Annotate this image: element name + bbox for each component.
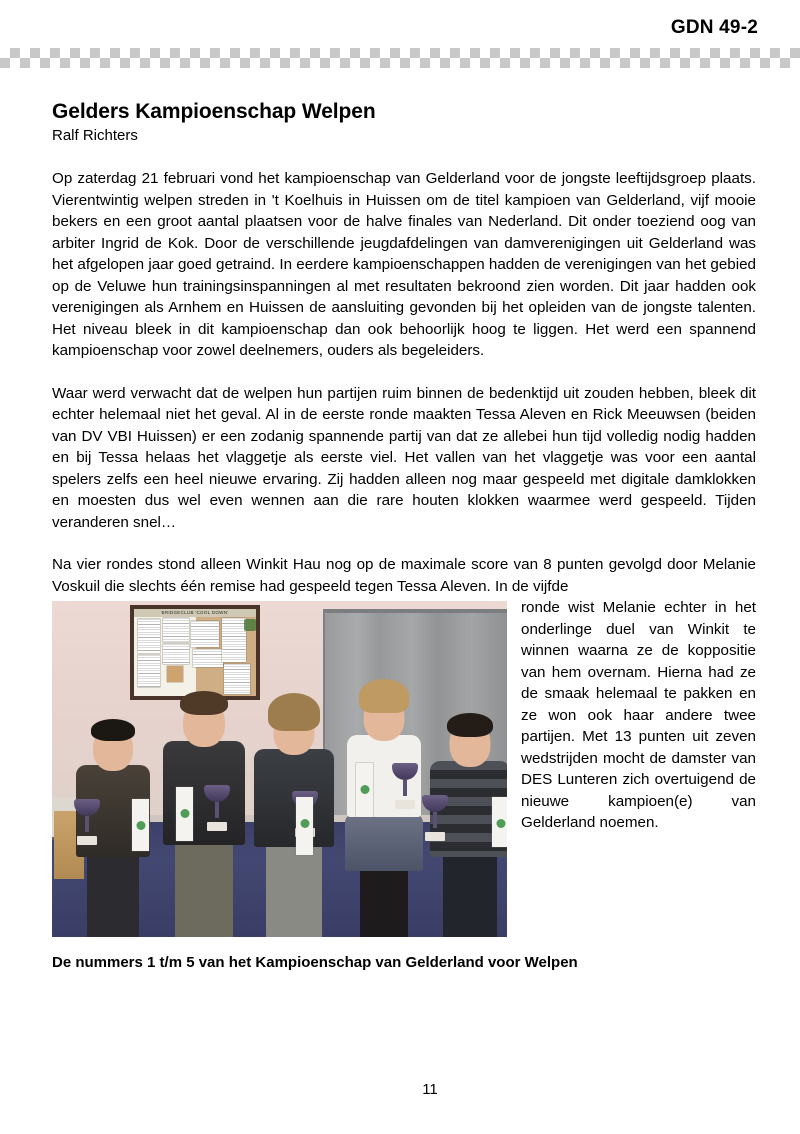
page-title: Gelders Kampioenschap Welpen (52, 100, 376, 123)
child-hair (91, 719, 135, 741)
child-legs (175, 839, 233, 937)
trophy-stem (403, 780, 407, 796)
trophy (422, 795, 448, 841)
trophy-cup (392, 763, 418, 780)
certificate-ribbon (296, 797, 313, 855)
trophy-cup (204, 785, 230, 802)
board-pin (244, 619, 256, 631)
certificate-ribbon (132, 799, 149, 851)
child-legs (87, 851, 139, 937)
child-legs (266, 841, 322, 937)
trophy-base (77, 836, 97, 845)
board-note (163, 618, 189, 642)
ribbon-seal (180, 809, 189, 818)
trophy-stem (85, 816, 89, 832)
bulletin-board-title: BRIDGECLUB 'COOL DOWN' (134, 609, 256, 617)
child-figure (248, 669, 340, 937)
photo-caption: De nummers 1 t/m 5 van het Kampioenschap van Gelderland voor Welpen (52, 954, 578, 971)
child-figure (158, 651, 250, 937)
child-hair (180, 691, 228, 715)
checkered-divider (0, 48, 800, 68)
trophy-stem (433, 812, 437, 828)
certificate-ribbon (356, 763, 373, 817)
paragraph-1: Op zaterdag 21 februari vond het kampioenschap van Gelderland voor de jongste leeftijdsgroep plaats. Vierentwintig welpen streden in 't Koelhuis in Huissen om de titel kampioen van Gelderland, vijf mooie bekers en een groot aantal plaatsen voor de halve finales van Nederland. Dit onder toeziend oog van arbiter Ingrid de Kok. Door de verschillende jeugdafdelingen van damverenigingen uit Gelderland was het afgelopen jaar goed getraind. In eerdere kampioenschappen hadden de verenigingen van het gebied op de Veluwe hun trainingsinspanningen al met resultaten bekroond zien worden. Dit jaar hadden ook verenigingen als Arnhem en Huissen de aansluiting gevonden bij het opleiden van de jongste talenten. Het niveau bleek in dit kampioenschap dan ook behoorlijk hoog te liggen. Het werd een spannend kampioenschap voor zowel deelnemers, ouders als begeleiders. (52, 170, 756, 359)
board-note (191, 621, 219, 647)
trophy (74, 799, 100, 845)
trophy (204, 785, 230, 831)
page-footer (0, 1081, 800, 1098)
wrapped-paragraph: ronde wist Melanie echter in het onderlinge duel van Winkit te winnen waarna ze de koppositie van hem overnam. Hierna had ze de smaak helemaal te pakken en ze won ook haar andere twee partijen. Met 13 punten uit zeven wedstrijden mocht de damster van DES Lunteren zich overtuigend de nieuwe kampioen(e) van Gelderland noemen. (521, 599, 756, 831)
trophy-base (425, 832, 445, 841)
child-figure (338, 645, 430, 937)
article-byline: Ralf Richters (52, 127, 138, 144)
child-figure (426, 685, 507, 937)
ribbon-seal (496, 819, 505, 828)
certificate-ribbon (492, 797, 507, 847)
trophy (392, 763, 418, 809)
board-note (138, 619, 160, 653)
certificate-ribbon (176, 787, 193, 841)
child-legs (443, 851, 497, 937)
paragraph-2: Waar werd verwacht dat de welpen hun partijen ruim binnen de bedenktijd uit zouden hebben, bleek dit echter helemaal niet het geval. Al in de eerste ronde maakten Tessa Aleven en Rick Meeuwsen (beiden van DV VBI Huissen) er een zodanig spannende partij van dat ze allebei hun tijd volledig nodig hadden en bij Tessa helaas het vlaggetje als eerste viel. Het vallen van het vlaggetje was voor een aantal spelers zelfs een heel nieuwe ervaring. Zij hadden alleen nog maar gespeeld met digitale damklokken en moesten dus wel even wennen aan die rare houten klokken waarmee werd gespeeld. Tijden veranderen snel… (52, 384, 756, 531)
championship-group-photo (52, 601, 507, 937)
ribbon-seal (136, 821, 145, 830)
issue-label: GDN 49-2 (670, 17, 758, 38)
page-header (0, 0, 800, 70)
child-hair (447, 713, 493, 737)
trophy-cup (422, 795, 448, 812)
child-legs (360, 865, 408, 937)
page-number-value: 11 (422, 1081, 438, 1098)
trophy-base (395, 800, 415, 809)
ribbon-seal (360, 785, 369, 794)
child-hair (268, 693, 320, 731)
child-body (345, 813, 423, 871)
ribbon-seal (300, 819, 309, 828)
photo-with-text-wrap (52, 597, 756, 971)
child-hair (359, 679, 409, 713)
trophy-base (207, 822, 227, 831)
paragraph-3: Na vier rondes stond alleen Winkit Hau nog op de maximale score van 8 punten gevolgd door Melanie Voskuil die slechts één remise had gespeeld tegen Tessa Aleven. In de vijfde (52, 556, 756, 595)
trophy-stem (215, 802, 219, 818)
child-figure (70, 697, 156, 937)
board-note (138, 655, 160, 687)
trophy-cup (74, 799, 100, 816)
article-body (52, 100, 756, 971)
